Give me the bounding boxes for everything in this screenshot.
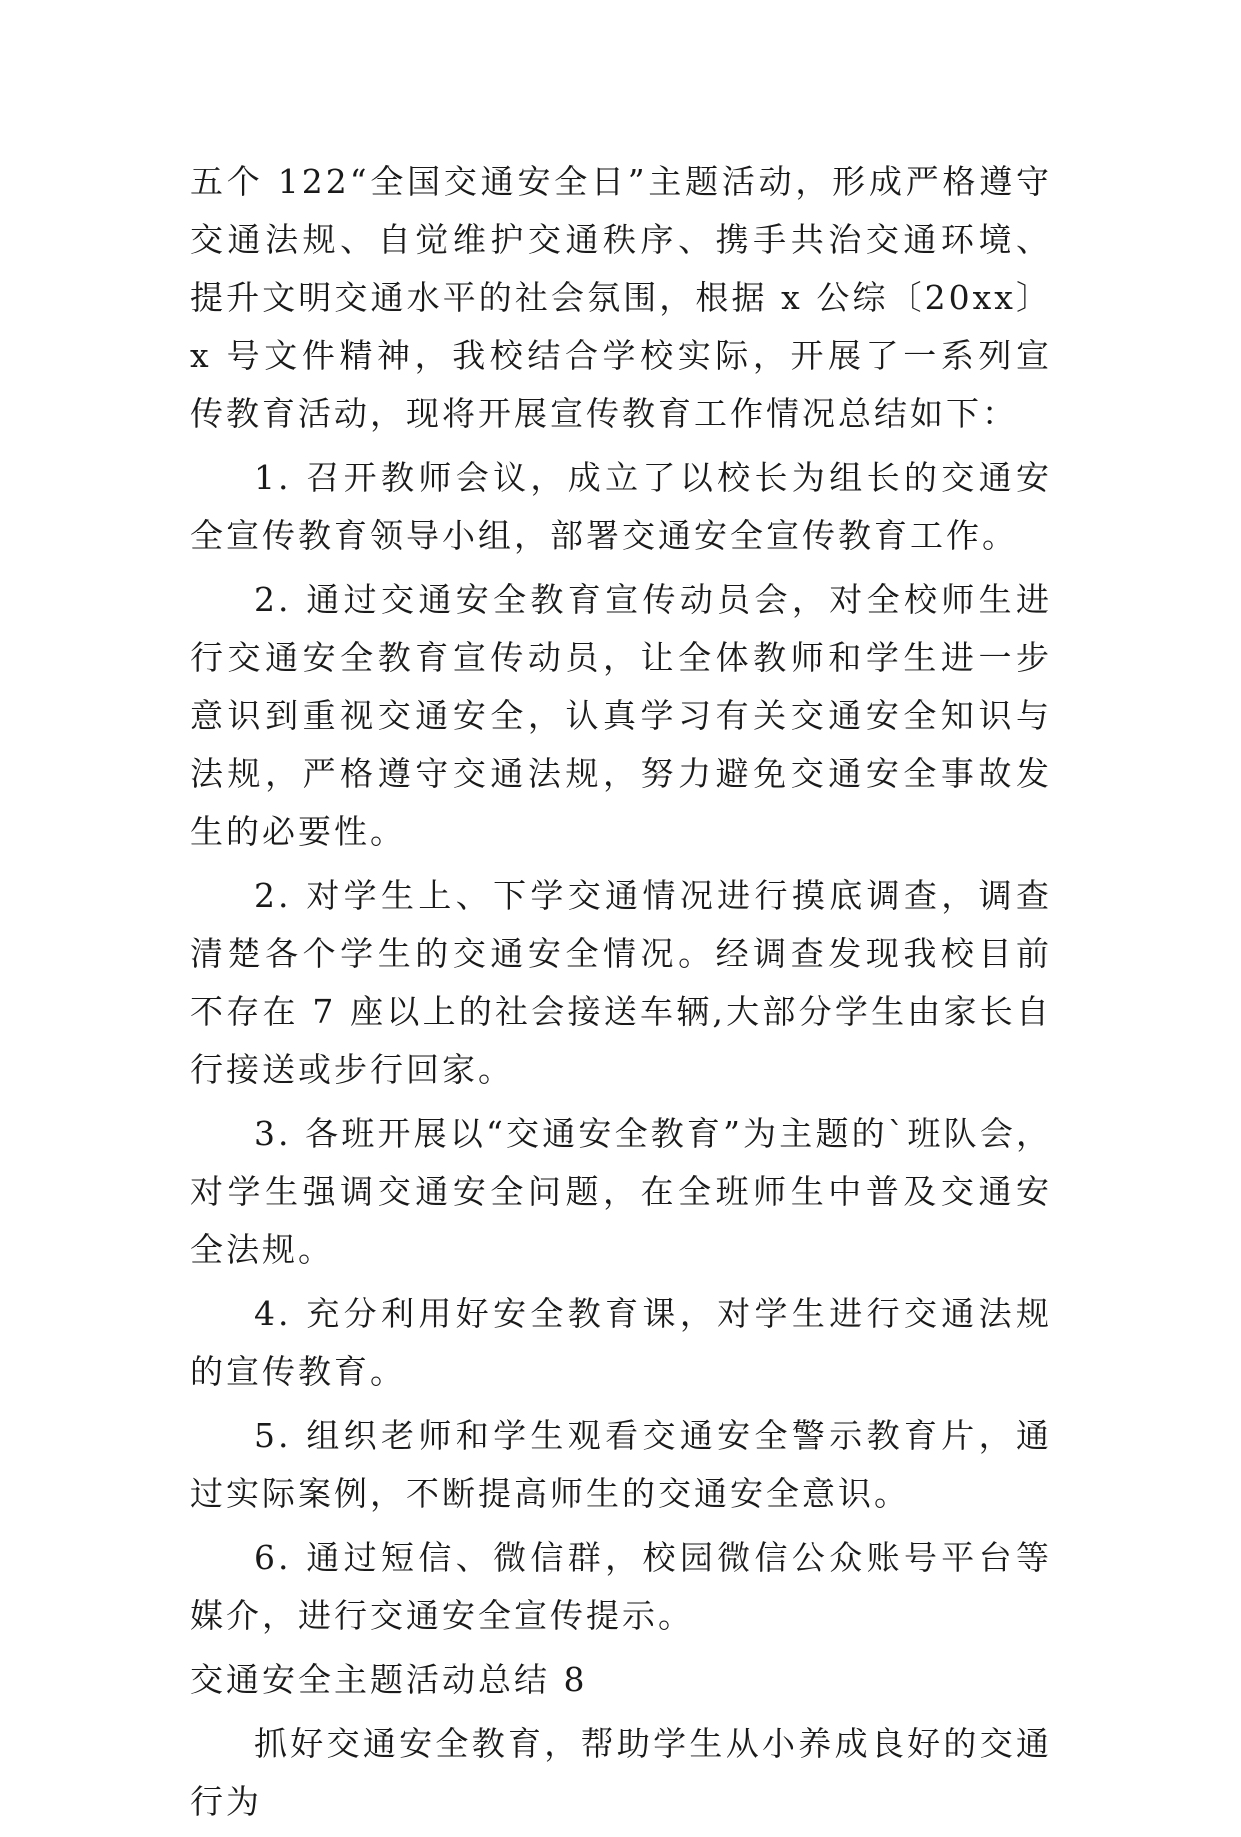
item-paragraph-4: 4. 充分利用好安全教育课，对学生进行交通法规的宣传教育。 (190, 1294, 1052, 1391)
item-paragraph-2: 2. 通过交通安全教育宣传动员会，对全校师生进行交通安全教育宣传动员，让全体教师和学生进一步意识到重视交通安全，认真学习有关交通安全知识与法规，严格遵守交通法规，努力避免交通安全事故发生的必要性。 (190, 580, 1052, 851)
intro-paragraph: 五个 122“全国交通安全日”主题活动，形成严格遵守交通法规、自觉维护交通秩序、携手共治交通环境、提升文明交通水平的社会氛围，根据 x 公综〔20xx〕x 号文件精神，我校结合学校实际，开展了一系列宣传教育活动，现将开展宣传教育工作情况总结如下： (190, 162, 1052, 433)
item-paragraph-3: 3. 各班开展以“交通安全教育”为主题的`班队会，对学生强调交通安全问题，在全班师生中普及交通安全法规。 (190, 1114, 1052, 1269)
item-paragraph-2b: 2. 对学生上、下学交通情况进行摸底调查，调查清楚各个学生的交通安全情况。经调查发现我校目前不存在 7 座以上的社会接送车辆,大部分学生由家长自行接送或步行回家。 (190, 876, 1052, 1089)
section-title: 交通安全主题活动总结 8 (190, 1660, 588, 1699)
item-paragraph-5: 5. 组织老师和学生观看交通安全警示教育片，通过实际案例，不断提高师生的交通安全意识。 (190, 1416, 1052, 1513)
item-paragraph-1: 1. 召开教师会议，成立了以校长为组长的交通安全宣传教育领导小组，部署交通安全宣传教育工作。 (190, 458, 1052, 555)
closing-paragraph: 抓好交通安全教育，帮助学生从小养成良好的交通行为 (190, 1724, 1052, 1821)
item-paragraph-6: 6. 通过短信、微信群，校园微信公众账号平台等媒介，进行交通安全宣传提示。 (190, 1538, 1052, 1635)
document-body (190, 153, 1052, 1837)
